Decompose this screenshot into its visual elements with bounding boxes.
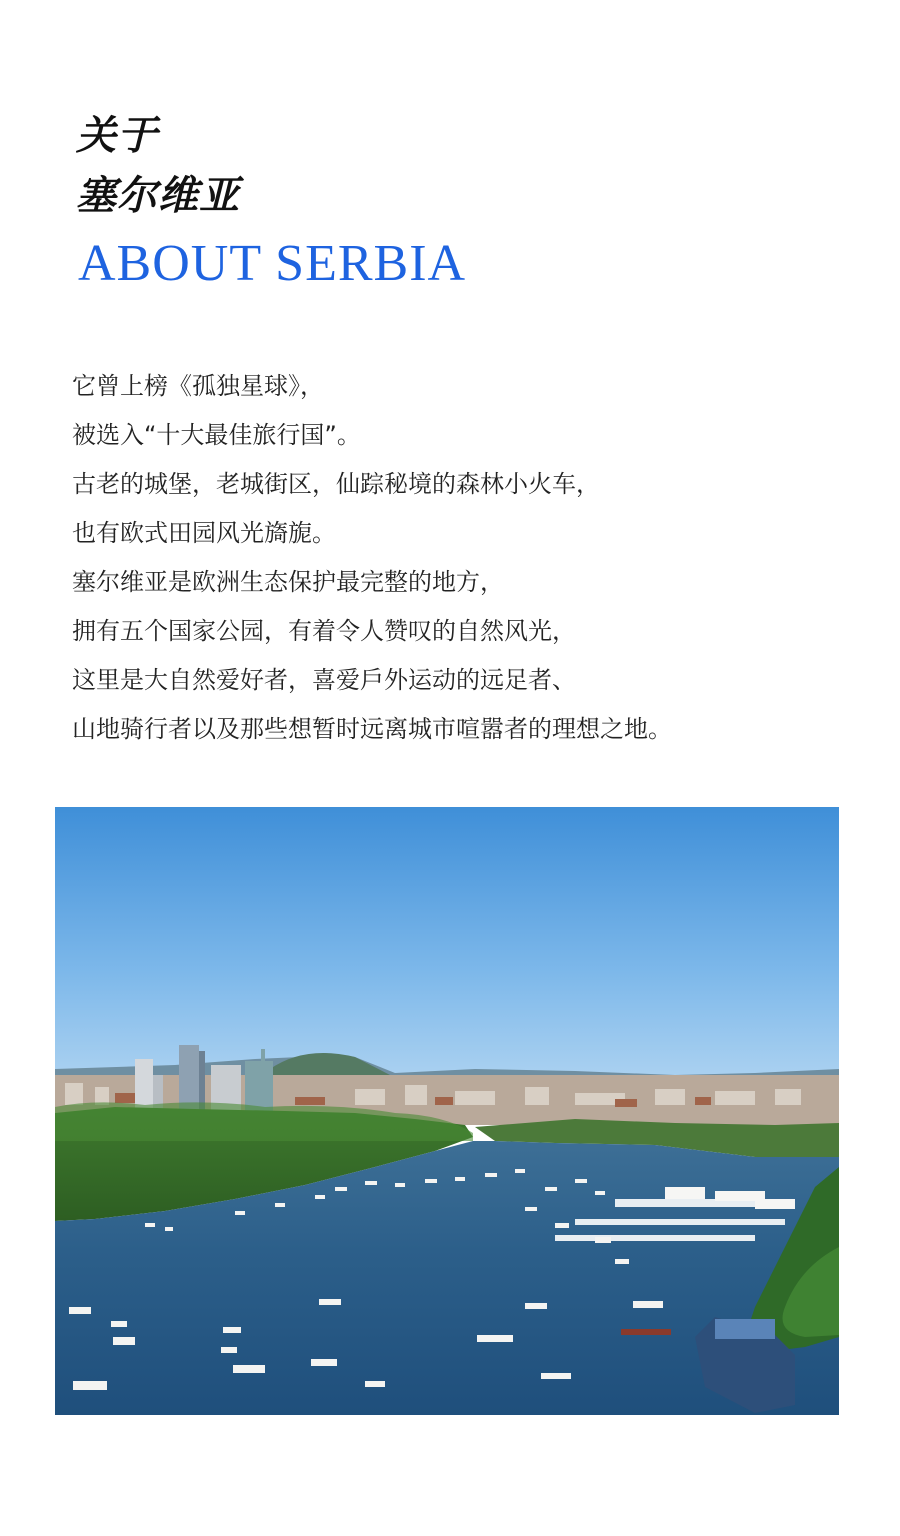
body-line: 也有欧式田园风光旖旎。: [72, 519, 336, 547]
river-city-photo: [55, 807, 839, 1415]
heading-cn-line1: 关于: [76, 113, 158, 159]
body-line: 拥有五个国家公园，有着令人赞叹的自然风光，: [72, 617, 576, 645]
body-line: 古老的城堡，老城街区，仙踪秘境的森林小火车，: [72, 470, 600, 498]
body-line: 这里是大自然爱好者，喜爱戶外运动的远足者、: [72, 666, 576, 694]
intro-paragraph: [72, 362, 852, 754]
body-line: 被选入“十大最佳旅行国”。: [72, 421, 361, 449]
heading-en: ABOUT SERBIA: [78, 235, 467, 292]
body-line: 山地骑行者以及那些想暂时远离城市喧嚣者的理想之地。: [72, 715, 672, 743]
heading-cn-line2: 塞尔维亚: [76, 173, 240, 219]
body-line: 塞尔维亚是欧洲生态保护最完整的地方，: [72, 568, 504, 596]
body-line: 它曾上榜《孤独星球》，: [72, 372, 324, 400]
